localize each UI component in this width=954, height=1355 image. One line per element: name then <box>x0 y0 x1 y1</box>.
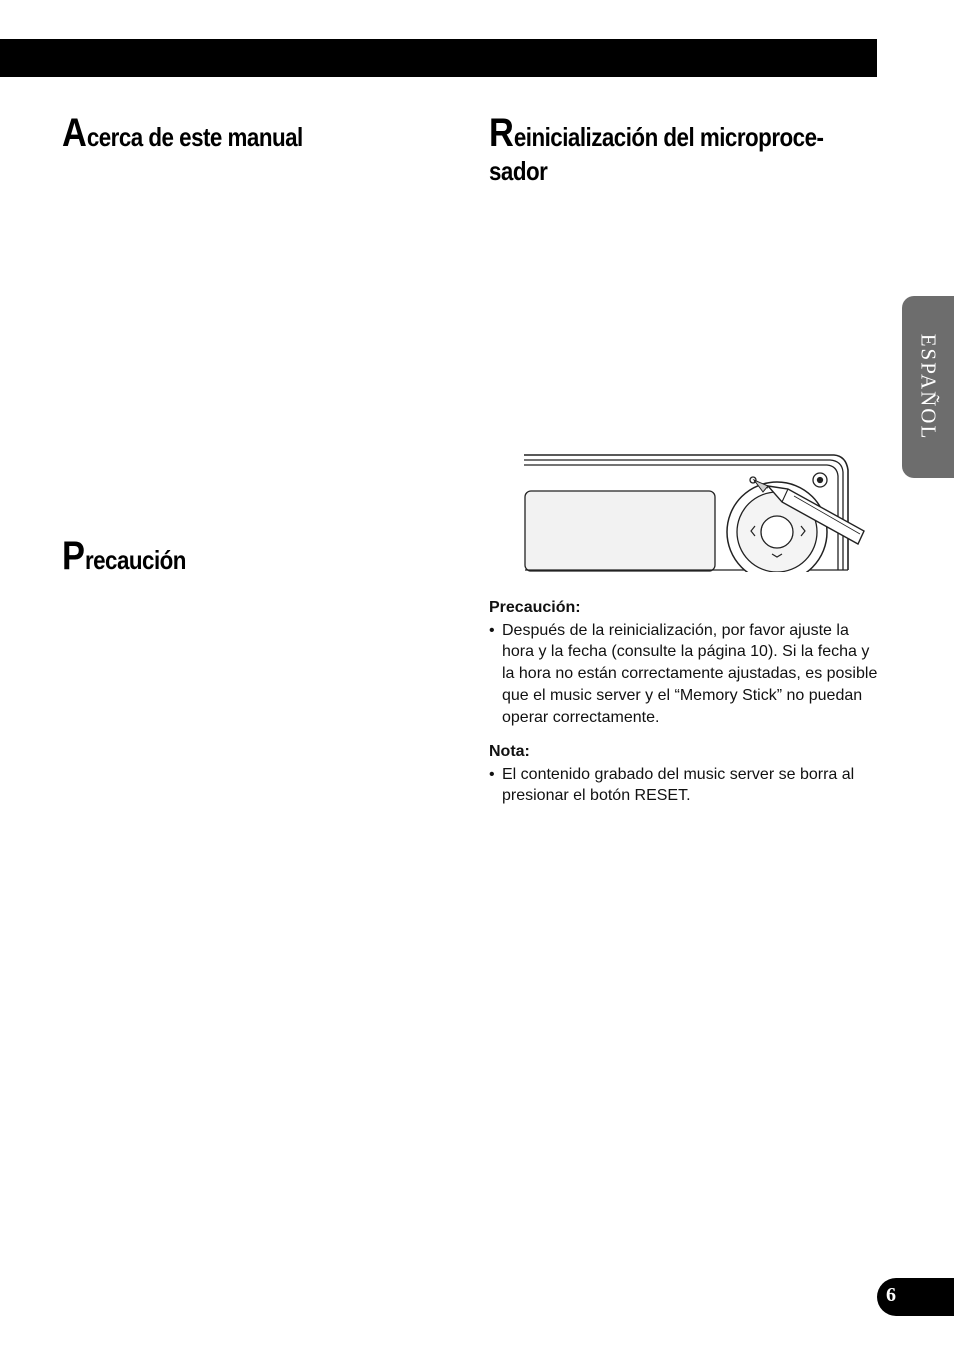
note-line: la hora no están correctamente ajustadas, es posible <box>502 665 878 683</box>
page-number-badge <box>877 1278 954 1316</box>
heading-text-line2: sador <box>489 156 548 186</box>
heading-initial: A <box>62 111 87 155</box>
heading-initial: R <box>489 111 514 155</box>
language-tab-label: ESPAÑOL <box>916 333 941 441</box>
heading-initial: P <box>62 534 85 578</box>
bullet: • <box>489 765 495 783</box>
heading-text: einicialización del microproce- <box>513 122 824 152</box>
reset-button-illustration <box>522 452 868 572</box>
heading-precaucion <box>62 534 458 578</box>
language-tab <box>902 296 954 478</box>
note-line: operar correctamente. <box>502 708 660 726</box>
heading-acerca-de-este-manual <box>62 111 458 155</box>
list-item <box>489 620 884 729</box>
note-line: Después de la reinicialización, por favor ajuste la <box>502 621 849 639</box>
header-bar <box>0 39 877 77</box>
note-line: El contenido grabado del music server se borra al <box>502 765 855 783</box>
note-title: Precaución: <box>489 599 581 616</box>
heading-text: cerca de este manual <box>86 122 303 152</box>
heading-text: recaución <box>84 545 186 575</box>
note-line: que el music server y el “Memory Stick” no puedan <box>502 686 863 704</box>
note-precaucion <box>489 597 884 728</box>
list-item <box>489 764 884 807</box>
note-line: hora y la fecha (consulte la página 10). Si la fecha y <box>502 643 870 661</box>
note-line: presionar el botón RESET. <box>502 787 691 805</box>
note-nota <box>489 741 884 807</box>
heading-reinicializacion <box>489 111 893 188</box>
page-number: 6 <box>886 1284 896 1306</box>
note-title: Nota: <box>489 743 530 760</box>
bullet: • <box>489 621 495 639</box>
